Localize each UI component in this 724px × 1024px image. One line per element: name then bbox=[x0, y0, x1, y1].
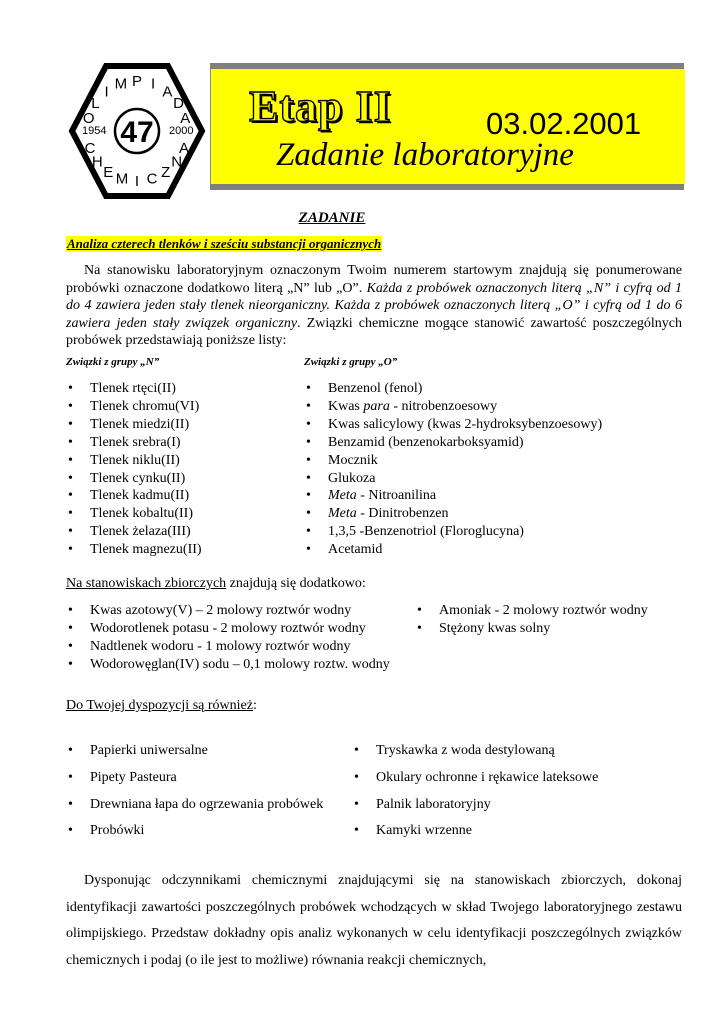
list-item: • Benzenol (fenol) bbox=[304, 380, 602, 398]
logo-ring-letter: M bbox=[115, 170, 129, 188]
list-item: • Mocznik bbox=[304, 452, 602, 470]
stations-list-left bbox=[66, 602, 390, 674]
logo-ring-letter: I bbox=[104, 83, 109, 101]
list-item: • Stężony kwas solny bbox=[415, 620, 648, 638]
list-item: • Kwas para - nitrobenzoesowy bbox=[304, 398, 602, 416]
list-item: • Wodorotlenek potasu - 2 molowy roztwór wodny bbox=[66, 620, 390, 638]
list-item: • 1,3,5 -Benzenotriol (Floroglucyna) bbox=[304, 523, 602, 541]
logo-ring-letter: C bbox=[84, 140, 96, 158]
logo-ring-letter: P bbox=[131, 73, 143, 90]
logo-ring-letter: C bbox=[146, 170, 158, 188]
logo-ring-letter: Z bbox=[161, 164, 171, 181]
logo-ring-letter: I bbox=[151, 75, 156, 93]
logo-ring-letter: D bbox=[173, 95, 185, 113]
disposal-list-right bbox=[352, 738, 598, 845]
group-o-list bbox=[304, 380, 602, 559]
logo-ring-letter: N bbox=[171, 153, 183, 171]
section-heading: ZADANIE bbox=[298, 210, 366, 226]
list-item: • Tlenek cynku(II) bbox=[66, 470, 202, 488]
list-item: • Glukoza bbox=[304, 470, 602, 488]
list-item: • Tlenek chromu(VI) bbox=[66, 398, 202, 416]
list-item: • Meta - Nitroanilina bbox=[304, 487, 602, 505]
task-subtitle: Zadanie laboratoryjne bbox=[276, 137, 574, 173]
list-item: • Papierki uniwersalne bbox=[66, 738, 323, 765]
list-item: • Tlenek żelaza(III) bbox=[66, 523, 202, 541]
list-item: • Pipety Pasteura bbox=[66, 765, 323, 792]
logo-ring-letter: I bbox=[134, 173, 140, 190]
list-item: • Probówki bbox=[66, 818, 323, 845]
list-item: • Tlenek niklu(II) bbox=[66, 452, 202, 470]
list-item: • Tlenek rtęci(II) bbox=[66, 380, 202, 398]
disposal-list-left bbox=[66, 738, 323, 845]
list-item: • Tryskawka z woda destylowaną bbox=[352, 738, 598, 765]
disposal-label: Do Twojej dyspozycji są również: bbox=[66, 698, 257, 713]
list-item: • Palnik laboratoryjny bbox=[352, 792, 598, 819]
logo-number: 47 bbox=[120, 116, 154, 149]
list-item: • Drewniana łapa do ogrzewania probówek bbox=[66, 792, 323, 819]
stations-list-right bbox=[415, 602, 648, 638]
list-item: • Benzamid (benzenokarboksyamid) bbox=[304, 434, 602, 452]
stage-title: Etap II bbox=[249, 82, 392, 131]
final-paragraph: Dysponując odczynnikami chemicznymi znajdującymi się na stanowiskach zbiorczych, dokonaj identyfikacji zawartości poszczególnych probówek wchodzących w skład Twojego laboratoryjnego zestawu olimpijskiego. Przedstaw dokładny opis analiz wykonanych w celu identyfikacji poszczególnych związków chemicznych i podaj (o ile jest to możliwe) równania reakcji chemicznych, bbox=[66, 873, 682, 968]
logo-ring-letter: O bbox=[82, 110, 95, 128]
logo-ring-letter: A bbox=[178, 140, 190, 158]
logo-year-left: 1954 bbox=[82, 125, 107, 137]
list-item: • Kwas salicylowy (kwas 2-hydroksybenzoesowy) bbox=[304, 416, 602, 434]
logo-ring-letter: M bbox=[114, 75, 128, 93]
logo-ring-letter: H bbox=[91, 153, 103, 171]
list-item: • Tlenek miedzi(II) bbox=[66, 416, 202, 434]
list-item: • Amoniak - 2 molowy roztwór wodny bbox=[415, 602, 648, 620]
group-o-label: Związki z grupy „O” bbox=[304, 356, 398, 368]
logo-year-right: 2000 bbox=[169, 125, 194, 137]
list-item: • Tlenek kobaltu(II) bbox=[66, 505, 202, 523]
list-item: • Tlenek kadmu(II) bbox=[66, 487, 202, 505]
banner-bottom-border bbox=[210, 184, 684, 190]
list-item: • Meta - Dinitrobenzen bbox=[304, 505, 602, 523]
olympiad-logo bbox=[66, 60, 208, 202]
list-item: • Wodorowęglan(IV) sodu – 0,1 molowy roztw. wodny bbox=[66, 656, 390, 674]
logo-ring-letter: A bbox=[180, 110, 191, 128]
list-item: • Kamyki wrzenne bbox=[352, 818, 598, 845]
group-n-list bbox=[66, 380, 202, 559]
list-item: • Nadtlenek wodoru - 1 molowy roztwór wodny bbox=[66, 638, 390, 656]
logo-ring-letter: E bbox=[103, 164, 114, 181]
list-item: • Tlenek magnezu(II) bbox=[66, 541, 202, 559]
exam-date: 03.02.2001 bbox=[486, 106, 642, 141]
list-item: • Acetamid bbox=[304, 541, 602, 559]
list-item: • Kwas azotowy(V) – 2 molowy roztwór wodny bbox=[66, 602, 390, 620]
logo-ring-letter: A bbox=[162, 83, 173, 101]
logo-ring-letter: L bbox=[91, 95, 100, 113]
title-banner bbox=[210, 69, 685, 185]
list-item: • Okulary ochronne i rękawice lateksowe bbox=[352, 765, 598, 792]
stations-label: Na stanowiskach zbiorczych znajdują się dodatkowo: bbox=[66, 576, 366, 591]
analysis-title: Analiza czterech tlenków i sześciu substancji organicznych bbox=[67, 236, 382, 251]
intro-paragraph: Na stanowisku laboratoryjnym oznaczonym Twoim numerem startowym znajdują się ponumerowane probówki oznaczone dodatkowo literą „N” lub „O”. Każda z probówek oznaczonych literą „N” i cyfrą od 1 do 4 zawiera jeden stały tlenek nieorganiczny. Każda z probówek oznaczonych literą „O” i cyfrą od 1 do 6 zawiera jeden stały związek organiczny. Związki chemiczne mogące stanowić zawartość poszczególnych probówek przedstawiają poniższe listy: bbox=[66, 263, 683, 348]
group-n-label: Związki z grupy „N” bbox=[66, 356, 160, 368]
list-item: • Tlenek srebra(I) bbox=[66, 434, 202, 452]
